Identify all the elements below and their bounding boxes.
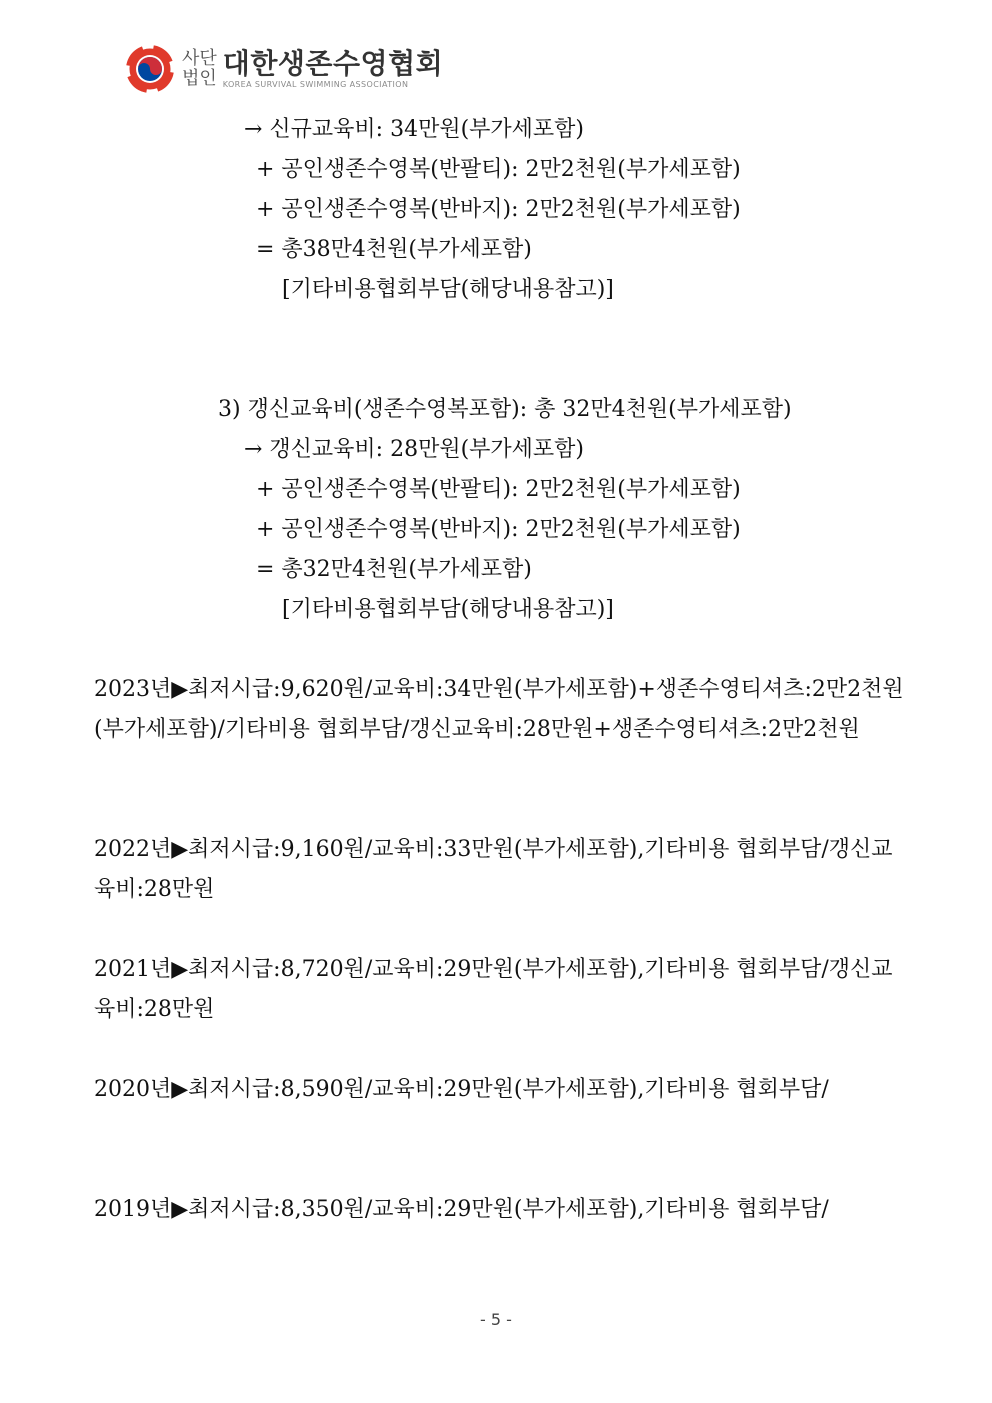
org-name-en: KOREA SURVIVAL SWIMMING ASSOCIATION [222, 80, 409, 89]
new-fee-total: = 총38만4천원(부가세포함) [256, 237, 532, 262]
renewal-fee-line: + 공인생존수영복(반바지): 2만2천원(부가세포함) [256, 517, 741, 542]
renewal-fee-line: + 공인생존수영복(반팔티): 2만2천원(부가세포함) [256, 477, 741, 502]
renewal-fee-line: → 갱신교육비: 28만원(부가세포함) [244, 437, 585, 462]
org-type-bottom: 법인 [182, 68, 217, 89]
new-fee-line: → 신규교육비: 34만원(부가세포함) [244, 117, 585, 142]
org-type-top: 사단 [182, 48, 217, 69]
new-fee-line: + 공인생존수영복(반팔티): 2만2천원(부가세포함) [256, 157, 741, 182]
page-header [124, 42, 443, 96]
renewal-fee-note: [기타비용협회부담(해당내용참고)] [282, 597, 614, 622]
history-entry-2023: 2023년▶최저시급:9,620원/교육비:34만원(부가세포함)+생존수영티셔츠:2만2천원(부가세포함)/기타비용 협회부담/갱신교육비:28만원+생존수영티셔츠:2만2천원 [94, 677, 904, 742]
org-name-block [223, 48, 443, 90]
history-entry-2019: 2019년▶최저시급:8,350원/교육비:29만원(부가세포함),기타비용 협회부담/ [94, 1197, 829, 1222]
page-number: - 5 - [480, 1310, 512, 1329]
history-entry-2022: 2022년▶최저시급:9,160원/교육비:33만원(부가세포함),기타비용 협회부담/갱신교육비:28만원 [94, 837, 893, 902]
renewal-fee-total: = 총32만4천원(부가세포함) [256, 557, 532, 582]
org-type [182, 49, 217, 89]
renewal-fee-heading: 3) 갱신교육비(생존수영복포함): 총 32만4천원(부가세포함) [218, 397, 792, 422]
history-entry-2021: 2021년▶최저시급:8,720원/교육비:29만원(부가세포함),기타비용 협회부담/갱신교육비:28만원 [94, 957, 893, 1022]
history-entry-2020: 2020년▶최저시급:8,590원/교육비:29만원(부가세포함),기타비용 협회부담/ [94, 1077, 829, 1102]
org-name: 대한생존수영협회 [222, 47, 444, 80]
new-fee-note: [기타비용협회부담(해당내용참고)] [282, 277, 614, 302]
lifebuoy-taegeuk-logo-icon [124, 43, 176, 95]
new-fee-line: + 공인생존수영복(반바지): 2만2천원(부가세포함) [256, 197, 741, 222]
